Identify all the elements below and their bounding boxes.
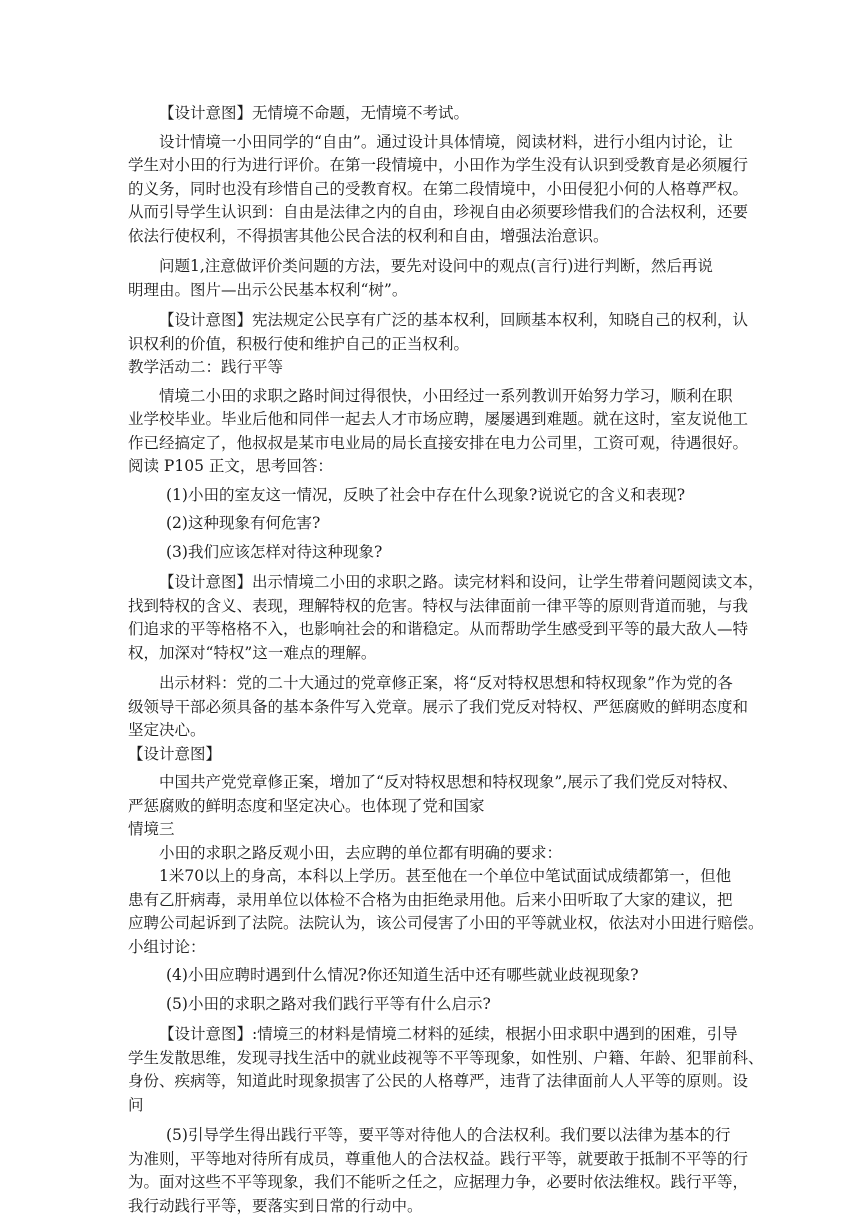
text-line: 小田的求职之路反观小田，去应聘的单位都有明确的要求： — [128, 842, 736, 866]
document-page — [128, 102, 736, 1218]
text-line: 应聘公司起诉到了法院。法院认为，该公司侵害了小田的平等就业权，依法对小田进行赔偿。 — [128, 912, 736, 936]
text-line: 找到特权的含义、表现，理解特权的危害。特权与法律面前一律平等的原则背道而驰，与我 — [128, 595, 736, 619]
text-line: 从而引导学生认识到：自由是法律之内的自由，珍视自由必须要珍惜我们的合法权利，还要 — [128, 201, 736, 225]
section-heading: 教学活动二：践行平等 — [128, 356, 736, 380]
text-line: 学生对小田的行为进行评价。在第一段情境中，小田作为学生没有认识到受教育是必须履行 — [128, 154, 736, 178]
text-line: 设计情境一小田同学的“自由”。通过设计具体情境，阅读材料，进行小组内讨论，让 — [128, 131, 736, 155]
text-line: 作已经搞定了，他叔叔是某市电业局的局长直接安排在电力公司里，工资可观，待遇很好。 — [128, 432, 736, 456]
text-line: 依法行使权利，不得损害其他公民合法的权利和自由，增强法治意识。 — [128, 225, 736, 249]
text-line: 为准则，平等地对待所有成员，尊重他人的合法权益。践行平等，就要敢于抵制不平等的行 — [128, 1148, 736, 1172]
text-line: 权，加深对“特权”这一难点的理解。 — [128, 642, 736, 666]
text-line: 【设计意图】:情境三的材料是情境二材料的延续，根据小田求职中遇到的困难，引导 — [128, 1023, 736, 1047]
text-line: 1米70以上的身高，本科以上学历。甚至他在一个单位中笔试面试成绩都第一，但他 — [128, 865, 736, 889]
text-line: 出示材料：党的二十大通过的党章修正案，将“反对特权思想和特权现象”作为党的各 — [128, 672, 736, 696]
text-line: 情境二小田的求职之路时间过得很快，小田经过一系列教训开始努力学习，顺利在职 — [128, 385, 736, 409]
text-line: 中国共产党党章修正案，增加了“反对特权思想和特权现象”,展示了我们党反对特权、 — [128, 771, 736, 795]
text-line: 们追求的平等格格不入，也影响社会的和谐稳定。从而帮助学生感受到平等的最大敌人—特 — [128, 618, 736, 642]
text-line: 阅读 P105 正文，思考回答： — [128, 455, 736, 479]
text-line: 我行动践行平等，要落实到日常的行动中。 — [128, 1195, 736, 1218]
question-line: (2)这种现象有何危害? — [128, 512, 736, 536]
text-line: 身份、疾病等，知道此时现象损害了公民的人格尊严，违背了法律面前人人平等的原则。设 — [128, 1070, 736, 1094]
text-line: 识权利的价值，积极行使和维护自己的正当权利。 — [128, 333, 736, 357]
text-line: 小组讨论： — [128, 936, 736, 960]
text-line: 级领导干部必须具备的基本条件写入党章。展示了我们党反对特权、严惩腐败的鲜明态度和 — [128, 696, 736, 720]
text-line: 问 — [128, 1094, 736, 1118]
text-line: (5)引导学生得出践行平等，要平等对待他人的合法权利。我们要以法律为基本的行 — [128, 1124, 736, 1148]
question-line: (5)小田的求职之路对我们践行平等有什么启示? — [128, 993, 736, 1017]
question-line: (1)小田的室友这一情况，反映了社会中存在什么现象?说说它的含义和表现? — [128, 484, 736, 508]
text-line: 问题1,注意做评价类问题的方法，要先对设问中的观点(言行)进行判断，然后再说 — [128, 255, 736, 279]
text-line: 【设计意图】出示情境二小田的求职之路。读完材料和设问，让学生带着问题阅读文本， — [128, 571, 736, 595]
text-line: 患有乙肝病毒，录用单位以体检不合格为由拒绝录用他。后来小田听取了大家的建议，把 — [128, 889, 736, 913]
text-line: 的义务，同时也没有珍惜自己的受教育权。在第二段情境中，小田侵犯小何的人格尊严权。 — [128, 178, 736, 202]
text-line: 【设计意图】 — [128, 743, 736, 767]
text-line: 坚定决心。 — [128, 719, 736, 743]
text-line: 【设计意图】无情境不命题，无情境不考试。 — [128, 102, 736, 126]
section-heading: 情境三 — [128, 818, 736, 842]
text-line: 【设计意图】宪法规定公民享有广泛的基本权利，回顾基本权利，知晓自己的权利，认 — [128, 309, 736, 333]
text-line: 严惩腐败的鲜明态度和坚定决心。也体现了党和国家 — [128, 795, 736, 819]
text-line: 学生发散思维，发现寻找生活中的就业歧视等不平等现象，如性别、户籍、年龄、犯罪前科、 — [128, 1047, 736, 1071]
question-line: (3)我们应该怎样对待这种现象? — [128, 541, 736, 565]
question-line: (4)小田应聘时遇到什么情况?你还知道生活中还有哪些就业歧视现象? — [128, 964, 736, 988]
text-line: 明理由。图片—出示公民基本权利“树”。 — [128, 279, 736, 303]
text-line: 业学校毕业。毕业后他和同伴一起去人才市场应聘，屡屡遇到难题。就在这时，室友说他工 — [128, 408, 736, 432]
text-line: 为。面对这些不平等现象，我们不能听之任之，应据理力争，必要时依法维权。践行平等， — [128, 1171, 736, 1195]
